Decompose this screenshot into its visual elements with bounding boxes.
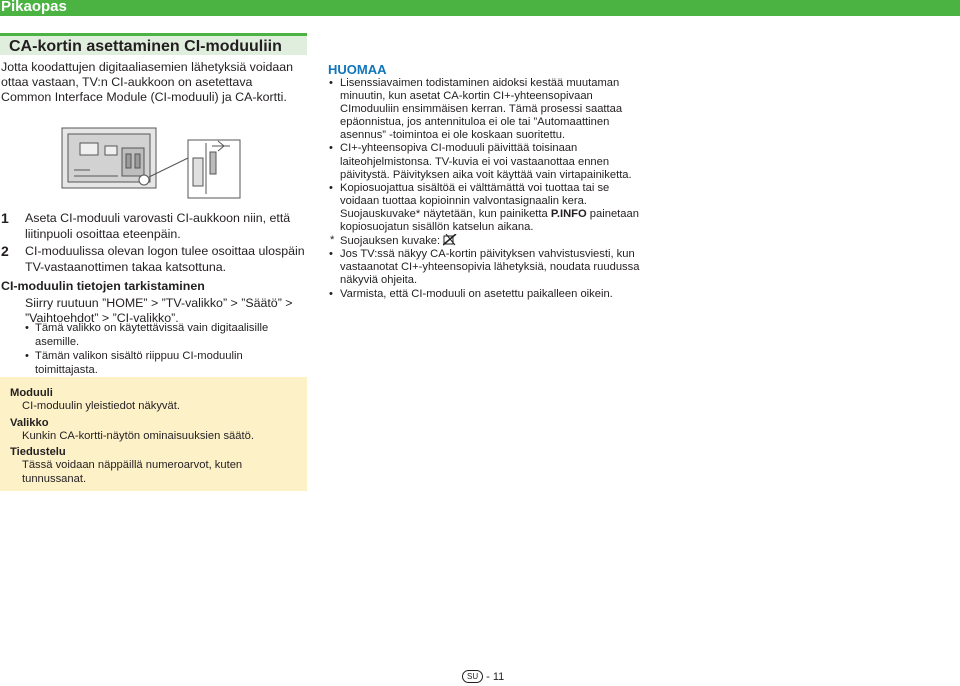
check-heading: CI-moduulin tietojen tarkistaminen [1,279,205,293]
page-title: Pikaopas [0,0,73,16]
step-text: Aseta CI-moduuli varovasti CI-aukkoon niin, että liitinpuoli osoittaa eteenpäin. [25,211,291,241]
info-desc: Tässä voidaan näppäillä numeroarvot, kuten tunnussanat. [22,459,243,485]
info-label: Moduuli [10,387,53,399]
note-footnote [328,234,650,248]
language-badge: SU [462,670,483,683]
page-number [462,670,504,684]
section-heading-bar [0,36,307,55]
info-desc: Kunkin CA-kortti-näytön ominaisuuksien säätö. [22,430,254,443]
step-text: CI-moduulissa olevan logon tulee osoittaa ulospäin TV-vastaanottimen takaa katsottuna. [25,244,305,274]
info-item-tiedustelu [10,446,300,486]
step-2 [1,244,306,275]
note-item [328,77,650,142]
intro-text: Jotta koodattujen digitaaliasemien lähetyksiä voidaan ottaa vastaan, TV:n CI-aukkoon on asetettava Common Interface Module (CI-moduuli) ja CA-kortti. [1,60,294,104]
notes-title: HUOMAA [328,62,387,77]
header-bar [0,0,960,16]
note-item [328,182,650,234]
note-text: Jos TV:ssä näkyy CA-kortin päivityksen vahvistusviesti, kun vastaanotat CI+-yhteensopivia lähetyksiä, noudata ruudussa näkyviä ohjeita. [340,248,640,287]
info-box [0,377,307,491]
info-item-valikko [10,417,300,444]
info-label: Tiedustelu [10,446,66,458]
check-bullet-list [25,322,295,378]
page-number-text: - 11 [486,671,505,683]
note-text: Kopiosuojattua sisältöä ei välttämättä voi tuottaa tai se voidaan tuottaa kopioinnin valvontasignaalin kera. Suojauskuvake* näytetään, kun painiketta [340,181,610,220]
section-title: CA-kortin asettaminen CI-moduuliin [9,38,282,55]
notes-list [328,77,650,301]
info-label: Valikko [10,417,49,429]
section-heading [0,33,307,55]
step-number: 2 [1,243,9,259]
note-text: Varmista, että CI-moduuli on asetettu paikalleen oikein. [340,287,613,300]
menu-path-text: Siirry ruutuun ”HOME” > ”TV-valikko” > ”Säätö” > ”Vaihtoehdot” > ”CI-valikko”. [25,296,293,325]
copy-protection-icon [443,234,457,246]
note-item [328,142,650,181]
tv-back-illustration [60,118,250,200]
info-item-moduuli [10,387,300,414]
list-item: • Tämä valikko on käytettävissä vain digitaalisille asemille. [25,322,295,349]
note-text: painetaan kopiosuojatun sisällön katselun aikana. [340,207,639,234]
info-desc: CI-moduulin yleistiedot näkyvät. [22,400,180,413]
note-item [328,248,650,287]
list-item: • Tämän valikon sisältö riippuu CI-moduulin toimittajasta. [25,350,295,377]
pinfo-button-label: P.INFO [550,207,587,220]
note-text: CI+-yhteensopiva CI-moduuli päivittää toisinaan laiteohjelmistonsa. TV-kuvia ei voi vastaanottaa ennen päivitystä. Päivityksen aika voit käyttää vain virtapainiketta. [340,142,632,181]
note-text: Suojauksen kuvake: [340,235,441,248]
step-number: 1 [1,210,9,226]
note-item [328,288,650,301]
step-1 [1,211,306,242]
note-text: Lisenssiavaimen todistaminen aidoksi kestää muutaman minuutin, kun asetat CA-kortin CI+-yhteensopivaan CImoduuliin ensimmäisen kerran. Tämä prosessi saattaa epäonnistua, jos antennituloa ei ole tai ”Automaattinen asennus” -toimintoa ei ole koskaan suoritettu. [340,77,623,142]
